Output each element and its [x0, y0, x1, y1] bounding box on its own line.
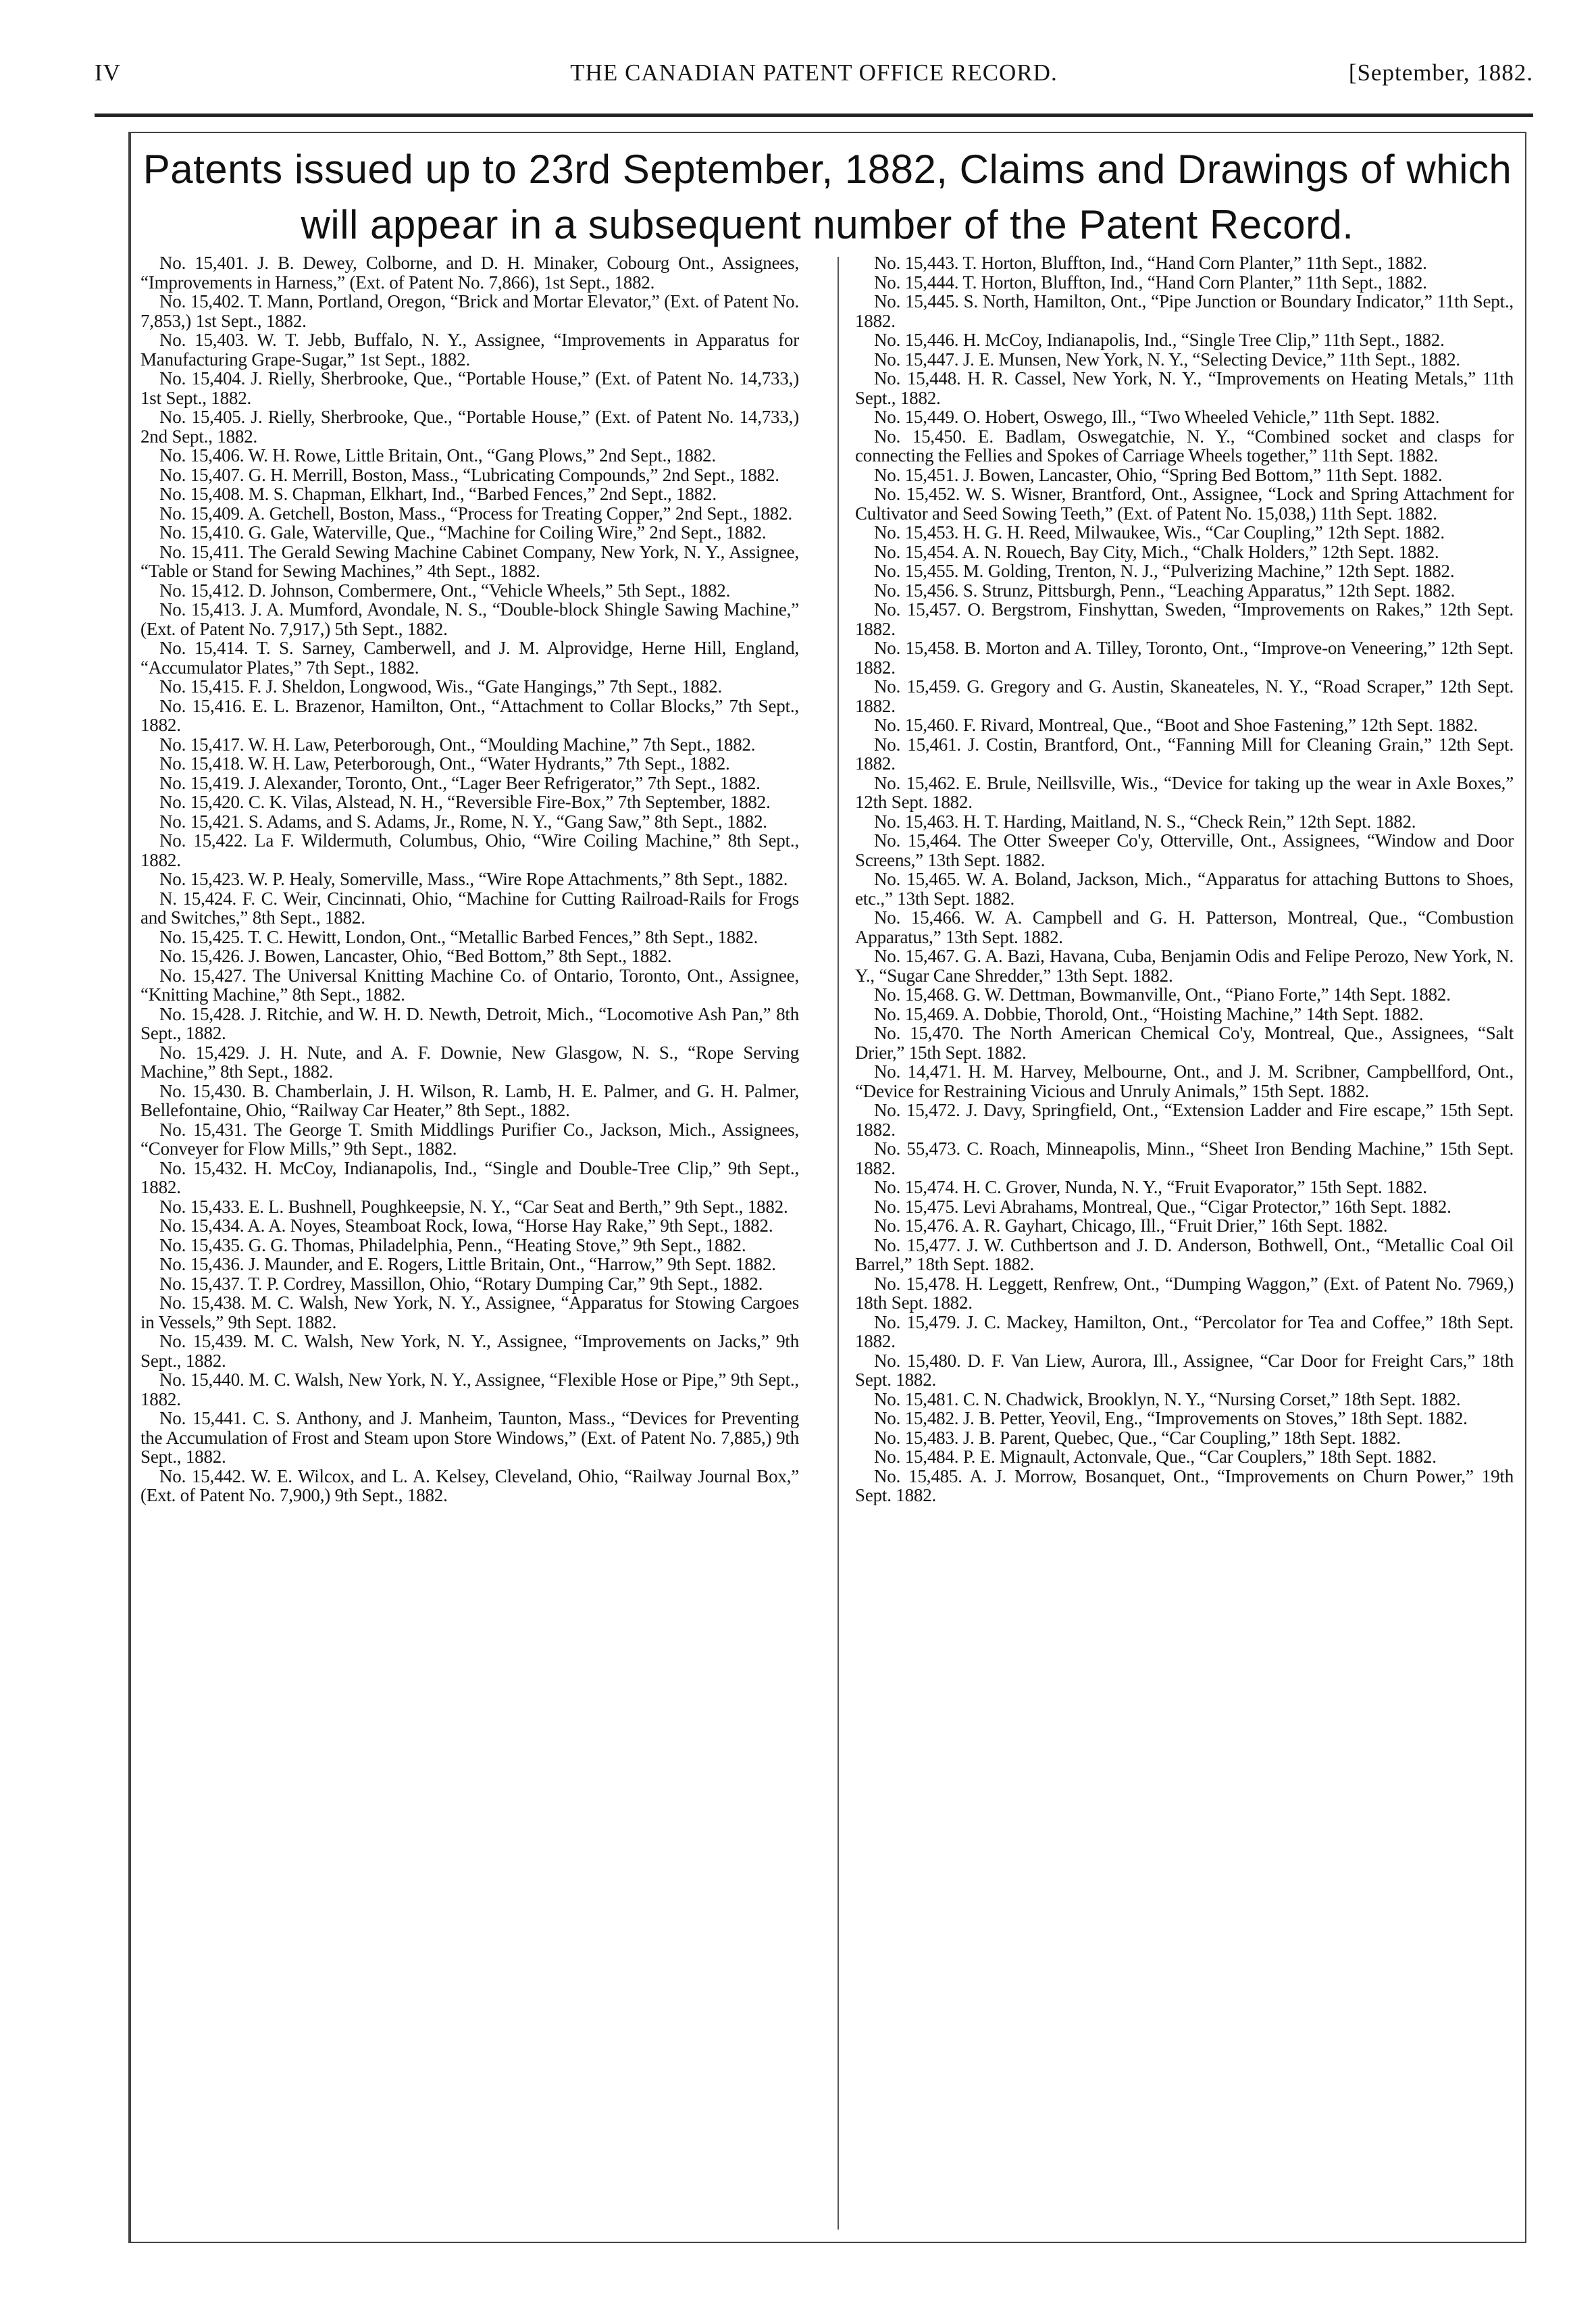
patent-entry: No. 15,477. J. W. Cuthbertson and J. D. Anderson, Bothwell, Ont., “Metallic Coal Oil Barrel,” 18th Sept. 1882.: [855, 1234, 1514, 1274]
patent-entry: No. 15,417. W. H. Law, Peterborough, Ont., “Moulding Machine,” 7th Sept., 1882.: [159, 734, 756, 755]
patent-entry: No. 15,448. H. R. Cassel, New York, N. Y., “Improvements on Heating Metals,” 11th Sept., 1882.: [855, 368, 1514, 408]
patent-entry: No. 15,427. The Universal Knitting Machine Co. of Ontario, Toronto, Ont., Assignee, “Knitting Machine,” 8th Sept., 1882.: [140, 965, 799, 1005]
patent-entry: No. 15,479. J. C. Mackey, Hamilton, Ont., “Percolator for Tea and Coffee,” 18th Sept. 1882.: [855, 1311, 1514, 1351]
patent-entry: No. 15,484. P. E. Mignault, Actonvale, Que., “Car Couplers,” 18th Sept. 1882.: [874, 1447, 1437, 1467]
patent-entry: No. 15,441. C. S. Anthony, and J. Manheim, Taunton, Mass., “Devices for Preventing the Accumulation of Frost and Steam upon Store Windows,” (Ext. of Patent No. 7,885,) 9th Sept., 1882.: [140, 1408, 799, 1467]
patent-entry: No. 15,439. M. C. Walsh, New York, N. Y., Assignee, “Improvements on Jacks,” 9th Sept., 1882.: [140, 1331, 799, 1371]
patent-entry: No. 15,450. E. Badlam, Oswegatchie, N. Y., “Combined socket and clasps for connecting the Fellies and Spokes of Carriage Wheels together,” 11th Sept. 1882.: [855, 426, 1514, 466]
patent-entry: No. 15,446. H. McCoy, Indianapolis, Ind., “Single Tree Clip,” 11th Sept., 1882.: [874, 330, 1445, 350]
patent-entry: No. 15,423. W. P. Healy, Somerville, Mass., “Wire Rope Attachments,” 8th Sept., 1882.: [159, 869, 788, 889]
patent-entry: No. 15,421. S. Adams, and S. Adams, Jr., Rome, N. Y., “Gang Saw,” 8th Sept., 1882.: [159, 811, 767, 832]
page-number: IV: [95, 59, 121, 86]
patent-entry: No. 15,413. J. A. Mumford, Avondale, N. S., “Double-block Shingle Sawing Machine,” (Ext. of Patent No. 7,917,) 5th Sept., 1882.: [140, 599, 799, 639]
patent-entry: No. 15,478. H. Leggett, Renfrew, Ont., “Dumping Waggon,” (Ext. of Patent No. 7969,) 18th Sept. 1882.: [855, 1273, 1514, 1313]
patent-entry: No. 15,411. The Gerald Sewing Machine Cabinet Company, New York, N. Y., Assignee, “Table or Stand for Sewing Machines,” 4th Sept., 1882.: [140, 541, 799, 581]
patent-entry: No. 15,405. J. Rielly, Sherbrooke, Que., “Portable House,” (Ext. of Patent No. 14,733,) 2nd Sept., 1882.: [140, 407, 799, 447]
patent-entry: No. 15,458. B. Morton and A. Tilley, Toronto, Ont., “Improve-on Veneering,” 12th Sept. 1882.: [855, 638, 1514, 678]
patent-entry: No. 15,426. J. Bowen, Lancaster, Ohio, “Bed Bottom,” 8th Sept., 1882.: [159, 946, 672, 966]
patent-entry: No. 15,443. T. Horton, Bluffton, Ind., “Hand Corn Planter,” 11th Sept., 1882.: [874, 253, 1427, 273]
patent-entry: No. 15,462. E. Brule, Neillsville, Wis., “Device for taking up the wear in Axle Boxes,” 12th Sept. 1882.: [855, 772, 1514, 812]
patent-entry: No. 15,481. C. N. Chadwick, Brooklyn, N. Y., “Nursing Corset,” 18th Sept. 1882.: [874, 1388, 1461, 1409]
issue-date: [September, 1882.: [1348, 59, 1533, 86]
patent-entry: No. 15,452. W. S. Wisner, Brantford, Ont., Assignee, “Lock and Spring Attachment for Cultivator and Seed Sowing Teeth,” (Ext. of Patent No. 15,038,) 11th Sept. 1882.: [855, 484, 1514, 524]
patent-entry: No. 15,438. M. C. Walsh, New York, N. Y., Assignee, “Apparatus for Stowing Cargoes in Vessels,” 9th Sept. 1882.: [140, 1292, 799, 1332]
patent-entry: No. 15,403. W. T. Jebb, Buffalo, N. Y., Assignee, “Improvements in Apparatus for Manufacturing Grape-Sugar,” 1st Sept., 1882.: [140, 330, 799, 370]
patent-entry: No. 15,474. H. C. Grover, Nunda, N. Y., “Fruit Evaporator,” 15th Sept. 1882.: [874, 1177, 1427, 1197]
patent-entry: N. 15,424. F. C. Weir, Cincinnati, Ohio, “Machine for Cutting Railroad-Rails for Frogs and Switches,” 8th Sept., 1882.: [140, 888, 799, 928]
patent-entry: No. 15,414. T. S. Sarney, Camberwell, and J. M. Alprovidge, Herne Hill, England, “Accumulator Plates,” 7th Sept., 1882.: [140, 638, 799, 678]
patent-entry: No. 15,416. E. L. Brazenor, Hamilton, Ont., “Attachment to Collar Blocks,” 7th Sept., 1882.: [140, 695, 799, 735]
patent-entry: No. 15,456. S. Strunz, Pittsburgh, Penn., “Leaching Apparatus,” 12th Sept. 1882.: [874, 580, 1456, 601]
patent-entry: No. 15,482. J. B. Petter, Yeovil, Eng., “Improvements on Stoves,” 18th Sept. 1882.: [874, 1408, 1468, 1428]
patent-entry: No. 15,447. J. E. Munsen, New York, N. Y., “Selecting Device,” 11th Sept., 1882.: [874, 349, 1460, 370]
patent-entry: No. 15,434. A. A. Noyes, Steamboat Rock, Iowa, “Horse Hay Rake,” 9th Sept., 1882.: [159, 1215, 773, 1236]
patent-entry: No. 15,437. T. P. Cordrey, Massillon, Ohio, “Rotary Dumping Car,” 9th Sept., 1882.: [159, 1273, 763, 1294]
column-divider: [838, 257, 839, 2230]
patent-entry: No. 15,465. W. A. Boland, Jackson, Mich., “Apparatus for attaching Buttons to Shoes, etc.,” 13th Sept. 1882.: [855, 869, 1514, 909]
patent-entry: No. 15,464. The Otter Sweeper Co'y, Otterville, Ont., Assignees, “Window and Door Screens,” 13th Sept. 1882.: [855, 830, 1514, 870]
patent-entry: No. 15,428. J. Ritchie, and W. H. D. Newth, Detroit, Mich., “Locomotive Ash Pan,” 8th Sept., 1882.: [140, 1003, 799, 1043]
patent-entry: No. 15,425. T. C. Hewitt, London, Ont., “Metallic Barbed Fences,” 8th Sept., 1882.: [159, 926, 758, 947]
patent-entry: No. 15,402. T. Mann, Portland, Oregon, “Brick and Mortar Elevator,” (Ext. of Patent No. 7,853,) 1st Sept., 1882.: [140, 291, 799, 331]
patent-entry: No. 15,460. F. Rivard, Montreal, Que., “Boot and Shoe Fastening,” 12th Sept. 1882.: [874, 715, 1478, 735]
patent-entry: No. 15,454. A. N. Rouech, Bay City, Mich., “Chalk Holders,” 12th Sept. 1882.: [874, 541, 1439, 562]
patent-entry: No. 15,468. G. W. Dettman, Bowmanville, Ont., “Piano Forte,” 14th Sept. 1882.: [874, 984, 1451, 1005]
patent-entry: No. 15,470. The North American Chemical Co'y, Montreal, Que., Assignees, “Salt Drier,” 15th Sept. 1882.: [855, 1023, 1514, 1063]
patent-entry: No. 15,430. B. Chamberlain, J. H. Wilson, R. Lamb, H. E. Palmer, and G. H. Palmer, Bellefontaine, Ohio, “Railway Car Heater,” 8th Sept., 1882.: [140, 1080, 799, 1120]
section-headline: Patents issued up to 23rd September, 1882, Claims and Drawings of which will appear in a subsequent number of the Patent Record.: [143, 147, 1512, 247]
patent-entry: No. 15,401. J. B. Dewey, Colborne, and D. H. Minaker, Cobourg Ont., Assignees, “Improvements in Harness,” (Ext. of Patent No. 7,866), 1st Sept., 1882.: [140, 253, 799, 293]
patent-entry: No. 15,467. G. A. Bazi, Havana, Cuba, Benjamin Odis and Felipe Perozo, New York, N. Y., “Sugar Cane Shredder,” 13th Sept. 1882.: [855, 946, 1514, 986]
patent-entry: No. 15,459. G. Gregory and G. Austin, Skaneateles, N. Y., “Road Scraper,” 12th Sept. 1882.: [855, 676, 1514, 716]
patent-entry: No. 15,429. J. H. Nute, and A. F. Downie, New Glasgow, N. S., “Rope Serving Machine,” 8th Sept., 1882.: [140, 1042, 799, 1082]
patent-entry: No. 15,463. H. T. Harding, Maitland, N. S., “Check Rein,” 12th Sept. 1882.: [874, 811, 1416, 832]
patent-entry: No. 15,451. J. Bowen, Lancaster, Ohio, “Spring Bed Bottom,” 11th Sept. 1882.: [874, 464, 1443, 485]
running-header: [95, 59, 1533, 103]
right-column: [855, 253, 1514, 1505]
patent-entry: No. 15,461. J. Costin, Brantford, Ont., “Fanning Mill for Cleaning Grain,” 12th Sept. 1882.: [855, 734, 1514, 774]
header-rule: [95, 114, 1533, 117]
patent-entry: No. 15,408. M. S. Chapman, Elkhart, Ind., “Barbed Fences,” 2nd Sept., 1882.: [159, 484, 717, 504]
publication-title: THE CANADIAN PATENT OFFICE RECORD.: [570, 59, 1058, 86]
patent-entry: No. 15,410. G. Gale, Waterville, Que., “Machine for Coiling Wire,” 2nd Sept., 1882.: [159, 522, 767, 543]
patent-entry: No. 15,412. D. Johnson, Combermere, Ont., “Vehicle Wheels,” 5th Sept., 1882.: [159, 580, 731, 601]
patent-entry: No. 15,419. J. Alexander, Toronto, Ont., “Lager Beer Refrigerator,” 7th Sept., 1882.: [159, 772, 761, 793]
patent-entry: No. 14,471. H. M. Harvey, Melbourne, Ont., and J. M. Scribner, Campbellford, Ont., “Device for Restraining Vicious and Unruly Animals,” 15th Sept. 1882.: [855, 1061, 1514, 1101]
patent-entry: No. 15,444. T. Horton, Bluffton, Ind., “Hand Corn Planter,” 11th Sept., 1882.: [874, 272, 1427, 293]
patent-entry: No. 15,415. F. J. Sheldon, Longwood, Wis., “Gate Hangings,” 7th Sept., 1882.: [159, 676, 723, 697]
patent-entry: No. 15,406. W. H. Rowe, Little Britain, Ont., “Gang Plows,” 2nd Sept., 1882.: [159, 445, 717, 466]
patent-entry: No. 15,435. G. G. Thomas, Philadelphia, Penn., “Heating Stove,” 9th Sept., 1882.: [159, 1234, 746, 1255]
patent-entry: No. 15,476. A. R. Gayhart, Chicago, Ill., “Fruit Drier,” 16th Sept. 1882.: [874, 1215, 1388, 1236]
patent-entry: No. 15,440. M. C. Walsh, New York, N. Y., Assignee, “Flexible Hose or Pipe,” 9th Sept., 1882.: [140, 1369, 799, 1409]
patent-entry: No. 15,431. The George T. Smith Middlings Purifier Co., Jackson, Mich., Assignees, “Conveyer for Flow Mills,” 9th Sept., 1882.: [140, 1119, 799, 1159]
patent-entry: No. 15,409. A. Getchell, Boston, Mass., “Process for Treating Copper,” 2nd Sept., 1882.: [159, 503, 792, 524]
patent-entry: No. 15,480. D. F. Van Liew, Aurora, Ill., Assignee, “Car Door for Freight Cars,” 18th Sept. 1882.: [855, 1350, 1514, 1390]
patent-entry: No. 55,473. C. Roach, Minneapolis, Minn., “Sheet Iron Bending Machine,” 15th Sept. 1882.: [855, 1138, 1514, 1178]
patent-entry: No. 15,404. J. Rielly, Sherbrooke, Que., “Portable House,” (Ext. of Patent No. 14,733,) 1st Sept., 1882.: [140, 368, 799, 408]
patent-entry: No. 15,449. O. Hobert, Oswego, Ill., “Two Wheeled Vehicle,” 11th Sept. 1882.: [874, 407, 1440, 427]
patent-entry: No. 15,457. O. Bergstrom, Finshyttan, Sweden, “Improvements on Rakes,” 12th Sept. 1882.: [855, 599, 1514, 639]
patent-entry: No. 15,433. E. L. Bushnell, Poughkeepsie, N. Y., “Car Seat and Berth,” 9th Sept., 1882.: [159, 1196, 788, 1217]
patent-entry: No. 15,422. La F. Wildermuth, Columbus, Ohio, “Wire Coiling Machine,” 8th Sept., 1882.: [140, 830, 799, 870]
patent-entry: No. 15,472. J. Davy, Springfield, Ont., “Extension Ladder and Fire escape,” 15th Sept. 1882.: [855, 1100, 1514, 1140]
patent-entry: No. 15,483. J. B. Parent, Quebec, Que., “Car Coupling,” 18th Sept. 1882.: [874, 1427, 1401, 1448]
patent-entry: No. 15,466. W. A. Campbell and G. H. Patterson, Montreal, Que., “Combustion Apparatus,” 13th Sept. 1882.: [855, 907, 1514, 947]
patent-entry: No. 15,418. W. H. Law, Peterborough, Ont., “Water Hydrants,” 7th Sept., 1882.: [159, 753, 730, 774]
patent-entry: No. 15,469. A. Dobbie, Thorold, Ont., “Hoisting Machine,” 14th Sept. 1882.: [874, 1003, 1424, 1024]
patent-entry: No. 15,453. H. G. H. Reed, Milwaukee, Wis., “Car Coupling,” 12th Sept. 1882.: [874, 522, 1445, 543]
left-column: [140, 253, 799, 1505]
patent-entry: No. 15,432. H. McCoy, Indianapolis, Ind., “Single and Double-Tree Clip,” 9th Sept., 1882.: [140, 1157, 799, 1197]
patent-entry: No. 15,475. Levi Abrahams, Montreal, Que., “Cigar Protector,” 16th Sept. 1882.: [874, 1196, 1451, 1217]
patent-entry: No. 15,485. A. J. Morrow, Bosanquet, Ont., “Improvements on Churn Power,” 19th Sept. 1882.: [855, 1465, 1514, 1505]
patent-entry: No. 15,436. J. Maunder, and E. Rogers, Little Britain, Ont., “Harrow,” 9th Sept. 1882.: [159, 1254, 776, 1274]
patent-entry: No. 15,445. S. North, Hamilton, Ont., “Pipe Junction or Boundary Indicator,” 11th Sept., 1882.: [855, 291, 1514, 331]
patent-entry: No. 15,442. W. E. Wilcox, and L. A. Kelsey, Cleveland, Ohio, “Railway Journal Box,” (Ext. of Patent No. 7,900,) 9th Sept., 1882.: [140, 1465, 799, 1505]
patent-entry: No. 15,455. M. Golding, Trenton, N. J., “Pulverizing Machine,” 12th Sept. 1882.: [874, 561, 1455, 581]
patent-entry: No. 15,420. C. K. Vilas, Alstead, N. H., “Reversible Fire-Box,” 7th September, 1882.: [159, 792, 771, 812]
patent-entry: No. 15,407. G. H. Merrill, Boston, Mass., “Lubricating Compounds,” 2nd Sept., 1882.: [159, 464, 779, 485]
